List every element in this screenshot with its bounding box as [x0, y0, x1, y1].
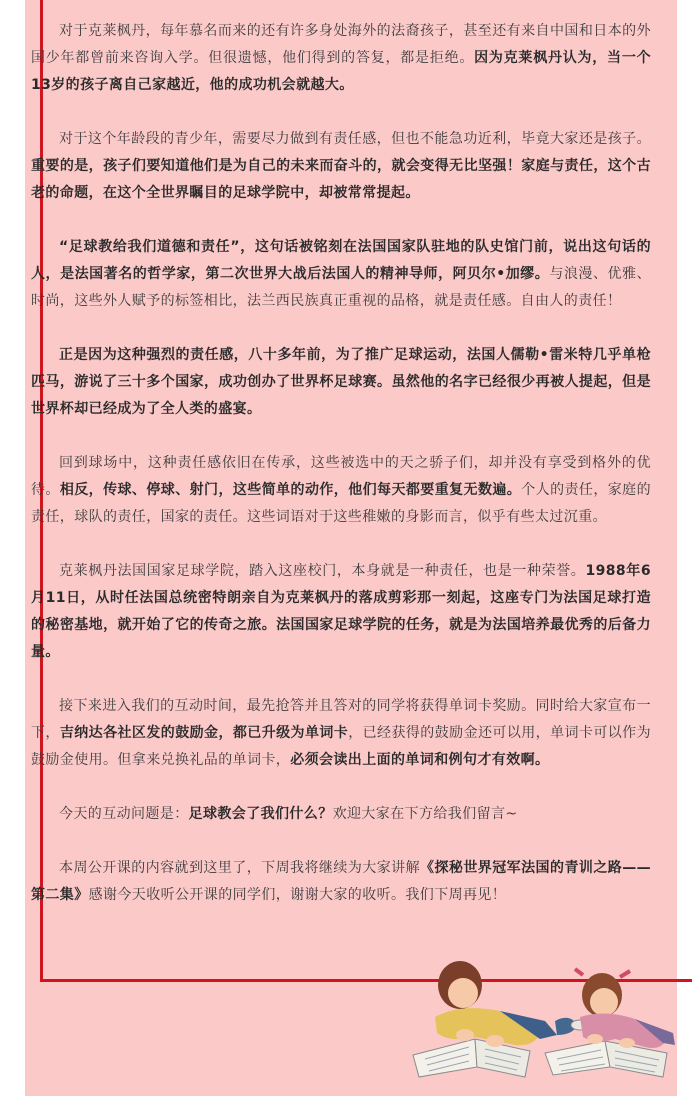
article-paragraph: [31, 558, 651, 666]
article-body: [31, 18, 651, 936]
child-left: [435, 961, 589, 1047]
article-paragraph: [31, 342, 651, 423]
article-paragraph: [31, 801, 651, 828]
article-paragraph: [31, 234, 651, 315]
text-segment: 欢迎大家在下方给我们留言~: [332, 806, 518, 822]
article-paragraph: [31, 126, 651, 207]
text-segment: ，已经获得的鼓励金还可以用，单词卡可以作为鼓励金使用。但拿来兑换礼品的单词卡，: [31, 725, 651, 768]
text-segment: 对于这个年龄段的青少年，需要尽力做到有责任感，但也不能急功近利，毕竟大家还是孩子。: [59, 131, 651, 147]
bold-text-segment: 足球教会了我们什么？: [188, 806, 333, 822]
bold-text-segment: 吉纳达各社区发的鼓励金，都已升级为单词卡: [59, 725, 349, 741]
text-segment: 克莱枫丹法国国家足球学院，踏入这座校门，本身就是一种责任，也是一种荣誉。: [59, 563, 586, 579]
bold-text-segment: 必须会读出上面的单词和例句才有效啊。: [290, 752, 550, 768]
article-paragraph: [31, 450, 651, 531]
text-segment: 个人的责任，家庭的责任，球队的责任，国家的责任。这些词语对于这些稚嫩的身影而言，似乎有些太过沉重。: [31, 482, 651, 525]
text-segment: 对于克莱枫丹，每年慕名而来的还有许多身处海外的法裔孩子，甚至还有来自中国和日本的外国少年都曾前来咨询入学。但很遗憾，他们得到的答复，都是拒绝。: [31, 23, 651, 66]
children-reading-books-illustration: [405, 955, 685, 1080]
bold-text-segment: “足球教给我们道德和责任”，这句话被铭刻在法国国家队驻地的队史馆门前，说出这句话的人，是法国著名的哲学家，第二次世界大战后法国人的精神导师，阿贝尔•加缪。: [31, 239, 651, 282]
bold-text-segment: 1988年6月11日，从时任法国总统密特朗亲自为克莱枫丹的落成剪彩那一刻起，这座专门为法国足球打造的秘密基地，就开始了它的传奇之旅。法国国家足球学院的任务，就是为法国培养最优秀的后备力量。: [31, 563, 651, 660]
bold-text-segment: 正是因为这种强烈的责任感，八十多年前，为了推广足球运动，法国人儒勒•雷米特几乎单枪匹马，游说了三十多个国家，成功创办了世界杯足球赛。虽然他的名字已经很少再被人提起，但是世界杯却已经成为了全人类的盛宴。: [31, 347, 651, 417]
child-right: [575, 969, 675, 1048]
article-paragraph: [31, 18, 651, 99]
text-segment: 感谢今天收听公开课的同学们，谢谢大家的收听。我们下周再见！: [88, 887, 507, 903]
article-paragraph: [31, 855, 651, 909]
text-segment: 今天的互动问题是：: [59, 806, 189, 822]
text-segment: 回到球场中，这种责任感依旧在传承，这些被选中的天之骄子们，却并没有享受到格外的优待。: [31, 455, 651, 498]
bold-text-segment: 因为克莱枫丹认为，当一个13岁的孩子离自己家越近，他的成功机会就越大。: [31, 50, 651, 93]
text-segment: 本周公开课的内容就到这里了，下周我将继续为大家讲解: [59, 860, 421, 876]
text-segment: 与浪漫、优雅、时尚，这些外人赋予的标签相比，法兰西民族真正重视的品格，就是责任感。自由人的责任！: [31, 266, 651, 309]
text-segment: 接下来进入我们的互动时间，最先抢答并且答对的同学将获得单词卡奖励。同时给大家宣布一下，: [31, 698, 651, 741]
bold-text-segment: 相反，传球、停球、射门，这些简单的动作，他们每天都要重复无数遍。: [59, 482, 522, 498]
bold-text-segment: 重要的是，孩子们要知道他们是为自己的未来而奋斗的，就会变得无比坚强！家庭与责任，这个古老的命题，在这个全世界瞩目的足球学院中，却被常常提起。: [31, 158, 651, 201]
article-paragraph: [31, 693, 651, 774]
bold-text-segment: 《探秘世界冠军法国的青训之路——第二集》: [31, 860, 652, 903]
open-book-left: [413, 1039, 530, 1077]
